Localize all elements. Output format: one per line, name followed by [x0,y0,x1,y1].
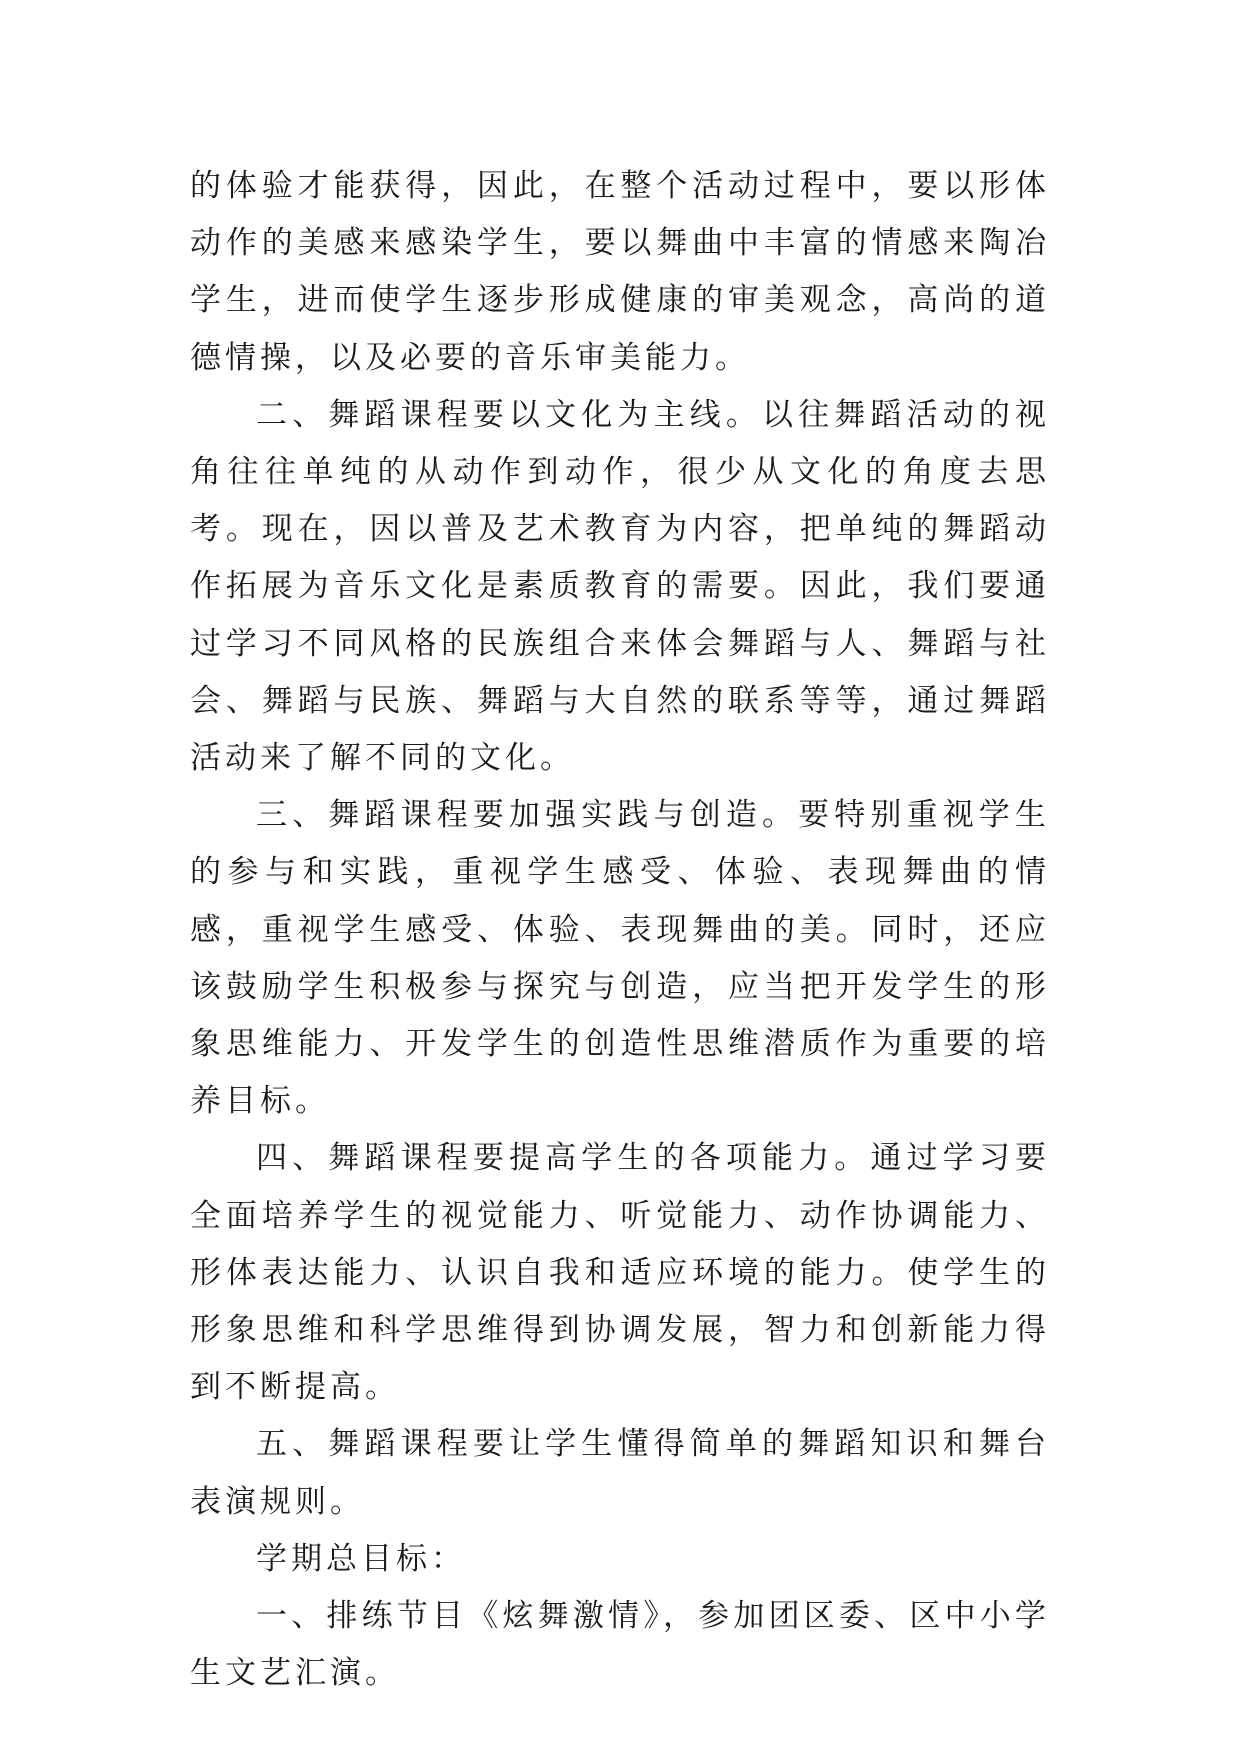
section-heading-goals: 学期总目标： [256,1540,466,1577]
paragraph-knowledge: 五、舞蹈课程要让学生懂得简单的舞蹈知识和舞台表演规则。 [190,1426,1050,1520]
paragraph-abilities: 四、舞蹈课程要提高学生的各项能力。通过学习要全面培养学生的视觉能力、听觉能力、动作协调能力、形体表达能力、认识自我和适应环境的能力。使学生的形象思维和科学思维得到协调发展，智力和创新能力得到不断提高。 [190,1140,1050,1406]
paragraph-goal-one: 一、排练节目《炫舞激情》，参加团区委、区中小学生文艺汇演。 [190,1598,1050,1692]
paragraph-continuation: 的体验才能获得，因此，在整个活动过程中，要以形体动作的美感来感染学生，要以舞曲中丰富的情感来陶冶学生，进而使学生逐步形成健康的审美观念，高尚的道德情操，以及必要的音乐审美能力。 [190,168,1050,376]
document-body [190,158,1050,1702]
paragraph-practice: 三、舞蹈课程要加强实践与创造。要特别重视学生的参与和实践，重视学生感受、体验、表现舞曲的情感，重视学生感受、体验、表现舞曲的美。同时，还应该鼓励学生积极参与探究与创造，应当把开发学生的形象思维能力、开发学生的创造性思维潜质作为重要的培养目标。 [190,797,1050,1120]
paragraph-culture: 二、舞蹈课程要以文化为主线。以往舞蹈活动的视角往往单纯的从动作到动作，很少从文化的角度去思考。现在，因以普及艺术教育为内容，把单纯的舞蹈动作拓展为音乐文化是素质教育的需要。因此，我们要通过学习不同风格的民族组合来体会舞蹈与人、舞蹈与社会、舞蹈与民族、舞蹈与大自然的联系等等，通过舞蹈活动来了解不同的文化。 [190,396,1050,777]
